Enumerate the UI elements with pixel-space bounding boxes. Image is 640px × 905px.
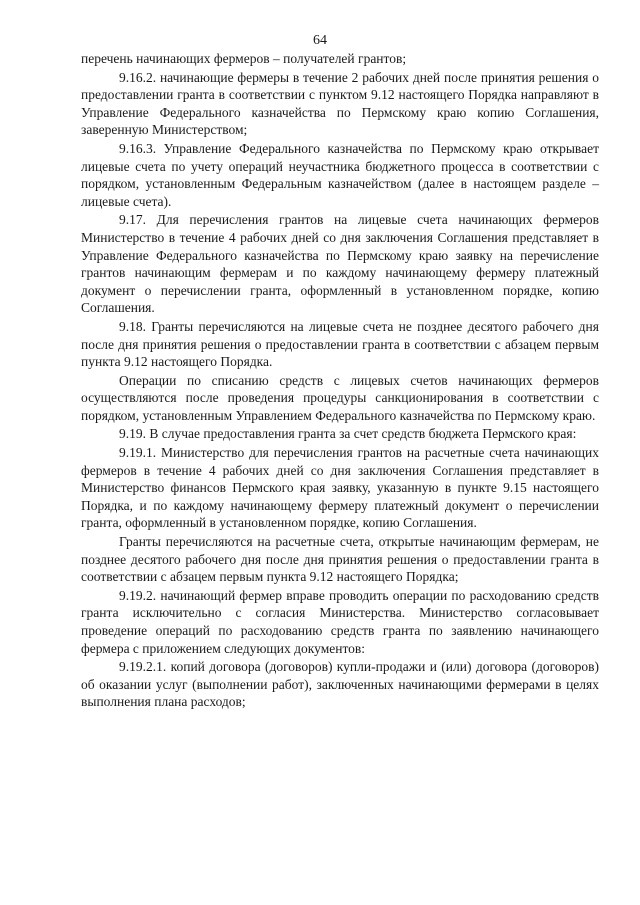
paragraph-9-19-2: 9.19.2. начинающий фермер вправе проводить операции по расходованию средств гранта исключительно с согласия Министерства. Министерство согласовывает проведение операций по расходованию средств гранта по заявлению начинающего фермера с приложением следующих документов:: [81, 587, 599, 656]
paragraph-9-19-2-1: 9.19.2.1. копий договора (договоров) купли-продажи и (или) договора (договоров) об оказании услуг (выполнении работ), заключенных начинающими фермерами в целях выполнения плана расходов;: [81, 659, 599, 710]
page-number: 64: [313, 33, 327, 48]
paragraph-9-19: 9.19. В случае предоставления гранта за счет средств бюджета Пермского края:: [119, 426, 577, 442]
paragraph-9-17: 9.17. Для перечисления грантов на лицевые счета начинающих фермеров Министерство в течение 4 рабочих дней со дня заключения Соглашения представляет в Управление Федерального казначейства по Пермскому краю заявку на перечисление грантов начинающим фермерам и по каждому начинающему фермеру платежный документ о перечислении гранта, оформленный в установленном порядке, копию Соглашения.: [81, 212, 599, 316]
paragraph-9-19-1: 9.19.1. Министерство для перечисления грантов на расчетные счета начинающих фермеров в течение 4 рабочих дней со дня заключения Соглашения представляет в Министерство финансов Пермского края заявку, указанную в пункте 9.15 настоящего Порядка, и по каждому начинающему фермеру платежный документ о перечислении гранта, оформленный в установленном порядке, копию Соглашения.: [81, 445, 599, 531]
paragraph-9-16-2: 9.16.2. начинающие фермеры в течение 2 рабочих дней после принятия решения о предоставлении гранта в соответствии с пунктом 9.12 настоящего Порядка направляют в Управление Федерального казначейства по Пермскому краю копию Соглашения, заверенную Министерством;: [81, 69, 599, 138]
paragraph-9-18-debit-operations: Операции по списанию средств с лицевых счетов начинающих фермеров осуществляются после проведения процедуры санкционирования в соответствии с порядком, установленным Управлением Федерального казначейства по Пермскому краю.: [81, 372, 599, 423]
document-body: [81, 50, 599, 712]
paragraph-9-18: 9.18. Гранты перечисляются на лицевые счета не позднее десятого рабочего дня после дня принятия решения о предоставлении гранта в соответствии с абзацем первым пункта 9.12 настоящего Порядка.: [81, 318, 599, 370]
paragraph-9-19-1-transfer: Гранты перечисляются на расчетные счета, открытые начинающим фермерам, не позднее десятого рабочего дня после дня принятия решения о предоставлении гранта в соответствии с абзацем первым пункта 9.12 настоящего Порядка;: [81, 534, 599, 585]
paragraph-9-16-3: 9.16.3. Управление Федерального казначейства по Пермскому краю открывает лицевые счета по учету операций неучастника бюджетного процесса в соответствии с порядком, установленным Федеральным казначейством (далее в настоящем разделе – лицевые счета).: [81, 140, 599, 209]
paragraph-continuation: перечень начинающих фермеров – получателей грантов;: [81, 51, 407, 66]
